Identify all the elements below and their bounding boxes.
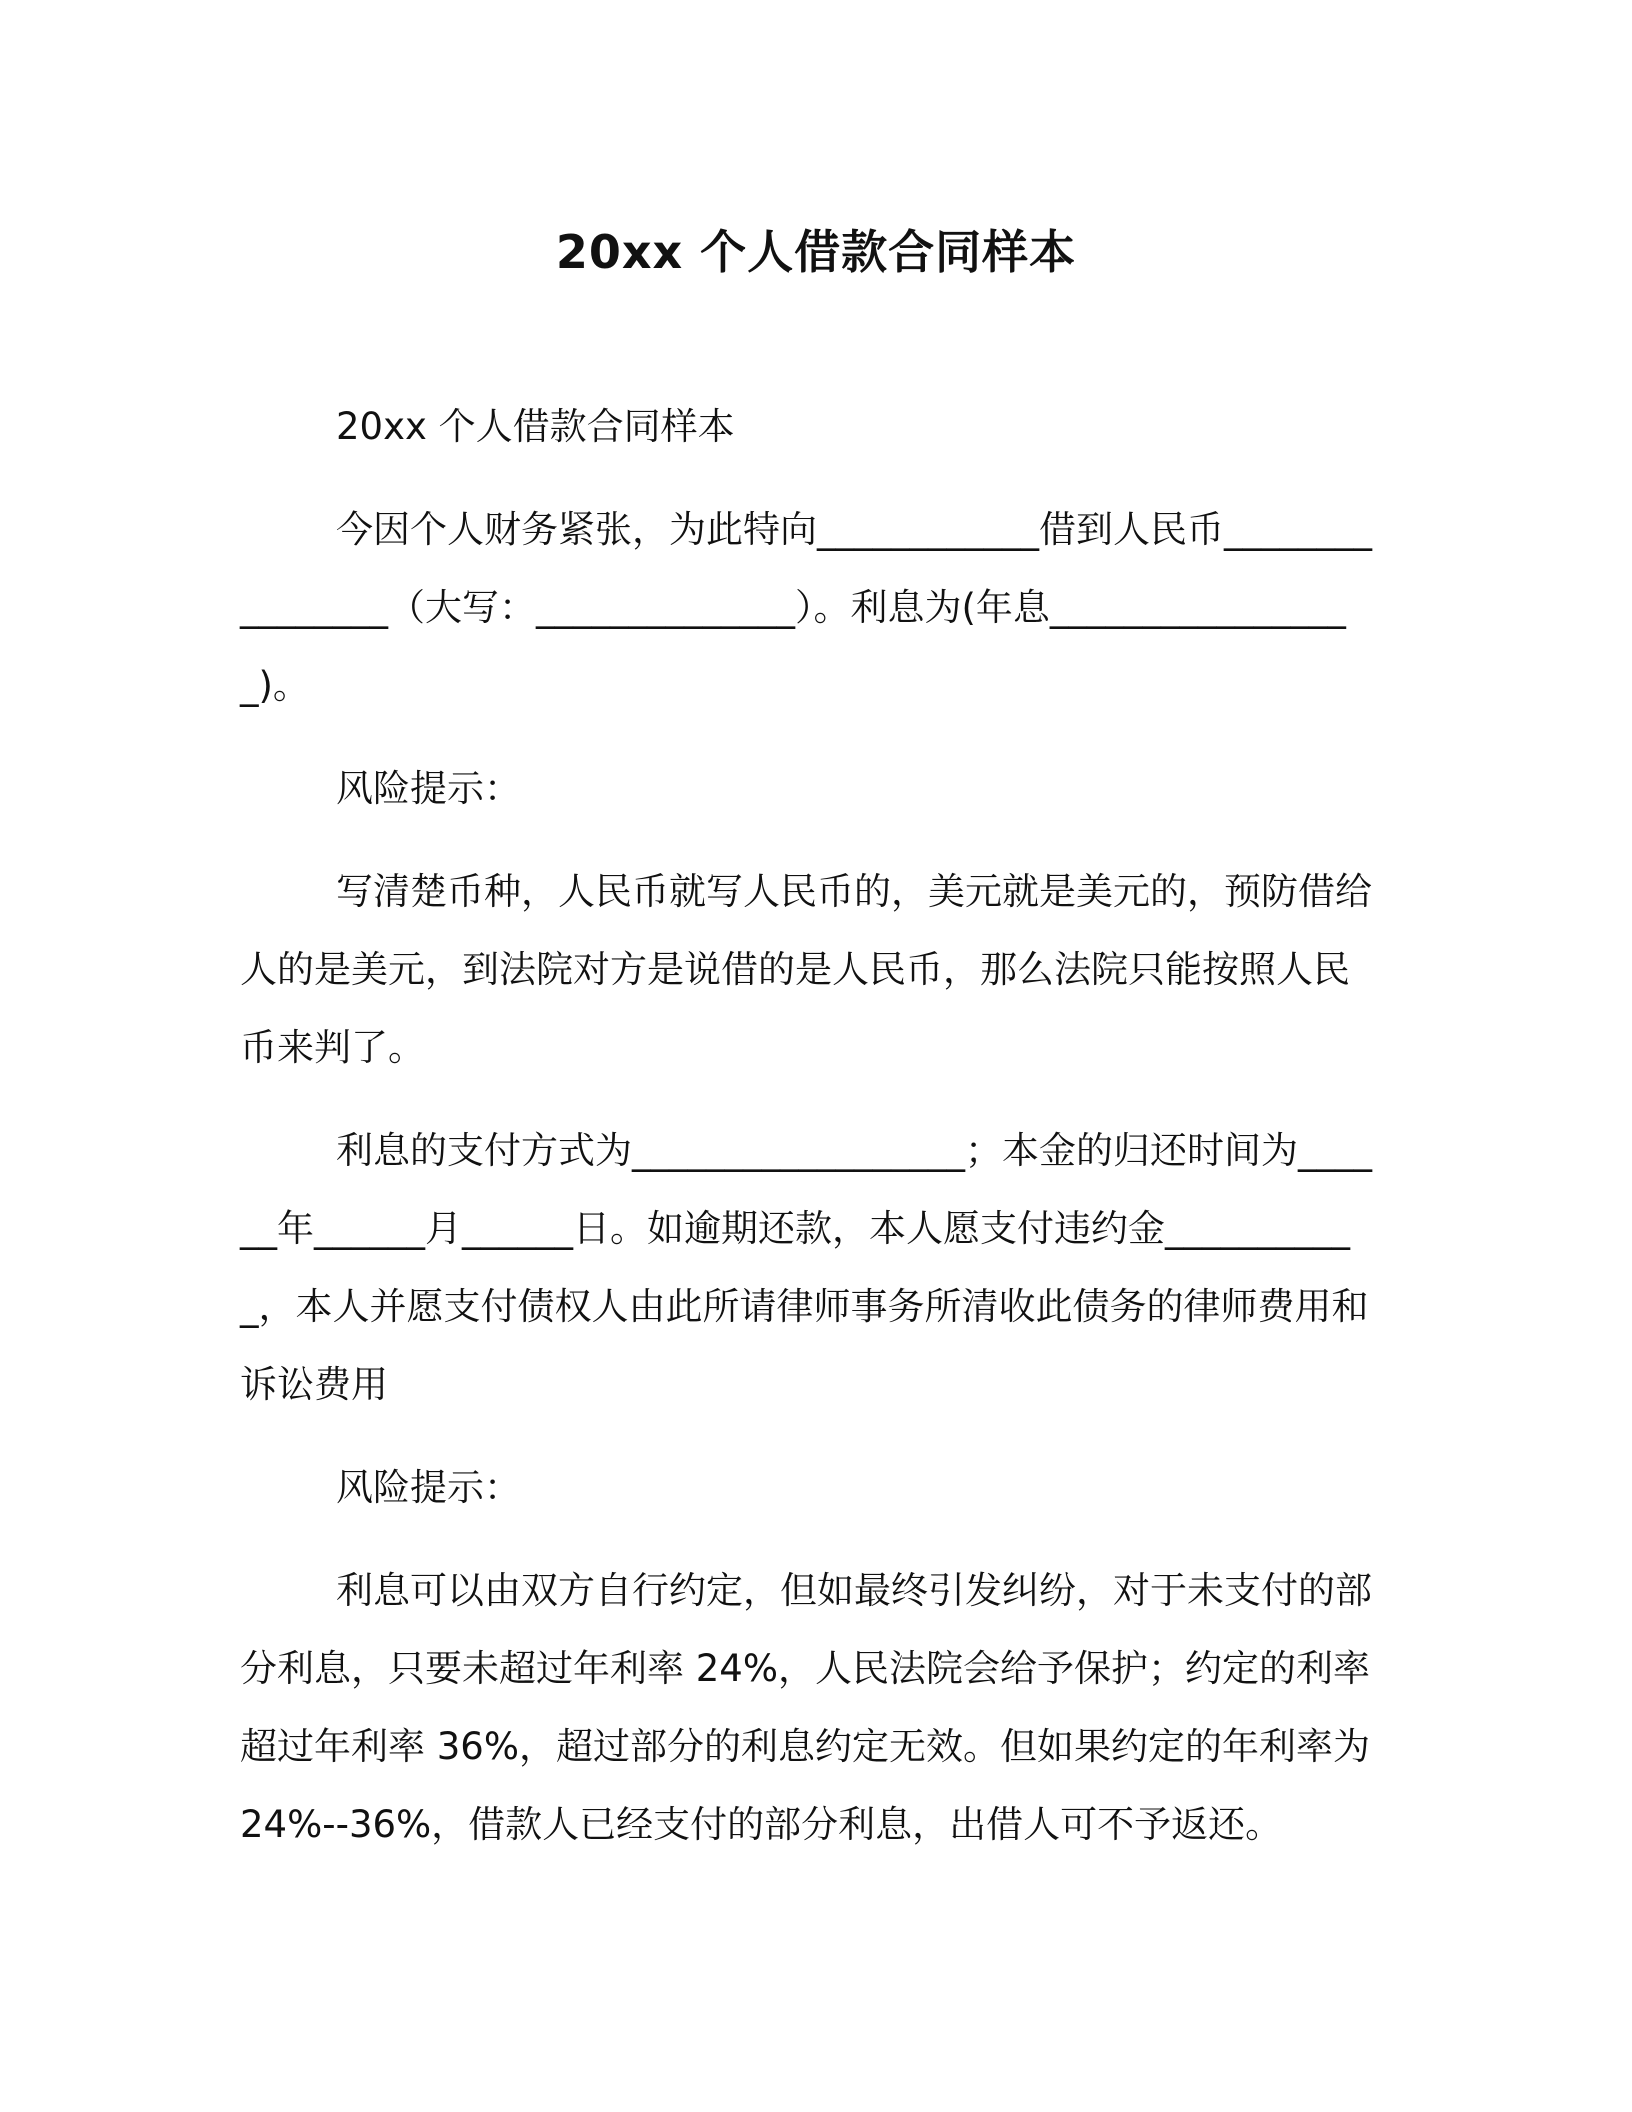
paragraph-risk-heading-1: 风险提示： [336,767,521,810]
document-title: 20xx 个人借款合同样本 [555,225,1077,279]
paragraph-subtitle: 20xx 个人借款合同样本 [336,405,735,448]
paragraph-repayment-terms: 利息的支付方式为__________________；本金的归还时间为______年______月______日。如逾期还款，本人愿支付违约金___________，本人并愿支付债权人由此所请律师事务所清收此债务的律师费用和诉讼费用 [240,1129,1372,1406]
paragraph-currency-note: 写清楚币种，人民币就写人民币的，美元就是美元的，预防借给人的是美元，到法院对方是说借的是人民币，那么法院只能按照人民币来判了。 [240,870,1372,1069]
paragraph-interest-note: 利息可以由双方自行约定，但如最终引发纠纷，对于未支付的部分利息，只要未超过年利率 24%，人民法院会给予保护；约定的利率超过年利率 36%，超过部分的利息约定无效。但如果约定的年利率为 24%--36%，借款人已经支付的部分利息，出借人可不予返还。 [240,1569,1382,1846]
paragraph-loan-amount: 今因个人财务紧张，为此特向____________借到人民币________________（大写：______________）。利息为(年息_________________)。 [240,508,1372,707]
paragraph-risk-heading-2: 风险提示： [336,1466,521,1509]
document-body [240,388,1380,1889]
